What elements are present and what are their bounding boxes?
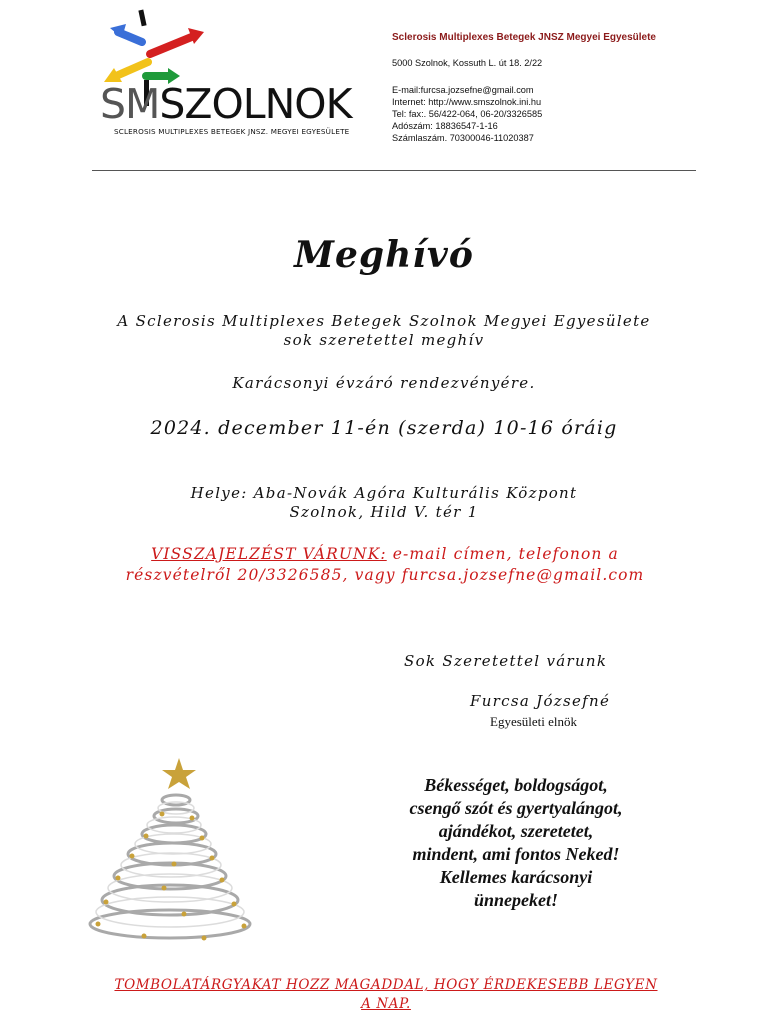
header-divider	[92, 170, 696, 171]
org-address: 5000 Szolnok, Kossuth L. út 18. 2/22	[392, 58, 543, 68]
wish-line: Békességet, boldogságot,	[424, 775, 608, 795]
christmas-wish	[366, 774, 666, 912]
wish-line: ünnepeket!	[473, 890, 558, 910]
closing-line: Sok Szeretettel várunk	[404, 652, 608, 670]
christmas-tree	[84, 754, 264, 954]
raffle-line: A NAP.	[361, 996, 411, 1012]
invitation-intro	[60, 312, 708, 350]
wish-line: csengő szót és gyertyalángot,	[409, 798, 623, 818]
intro-line: A Sclerosis Multiplexes Betegek Szolnok Megyei Egyesülete	[117, 312, 651, 330]
logo-subtitle: SCLEROSIS MULTIPLEXES BETEGEK JNSZ. MEGYEI EGYESÜLETE	[114, 127, 350, 136]
raffle-notice	[88, 976, 684, 1014]
raffle-line: TOMBOLATÁRGYAKAT HOZZ MAGADDAL, HOGY ÉRDEKESEBB LEGYEN	[114, 977, 658, 993]
signer-role: Egyesületi elnök	[490, 714, 578, 729]
rsvp-text: e-mail címen, telefonon a	[386, 545, 619, 563]
event-location	[60, 484, 708, 522]
event-name: Karácsonyi évzáró rendezvényére.	[232, 374, 536, 392]
org-name: Sclerosis Multiplexes Betegek JNSZ Megyei Egyesülete	[392, 32, 656, 43]
contact-email: E-mail:furcsa.jozsefne@gmail.com	[392, 85, 534, 95]
rsvp-notice	[100, 544, 670, 586]
wish-line: Kellemes karácsonyi	[439, 867, 593, 887]
location-line: Helye: Aba-Novák Agóra Kulturális Központ	[190, 484, 578, 502]
intro-line: sok szeretettel meghív	[283, 331, 485, 349]
contact-tax-number: Adószám: 18836547-1-16	[392, 121, 498, 131]
rsvp-lead: VISSZAJELZÉST VÁRUNK:	[151, 545, 387, 563]
contact-bank-account: Számlaszám. 70300046-11020387	[392, 133, 534, 143]
rsvp-text: részvételről 20/3326585, vagy furcsa.jozsefne@gmail.com	[125, 566, 645, 584]
signer-name: Furcsa Józsefné	[470, 692, 611, 710]
contact-block	[392, 84, 542, 144]
wish-line: mindent, ami fontos Neked!	[412, 844, 620, 864]
contact-website: Internet: http://www.smszolnok.ini.hu	[392, 97, 542, 107]
christmas-tree-icon	[84, 754, 264, 954]
logo	[98, 6, 360, 146]
location-line: Szolnok, Hild V. tér 1	[289, 503, 479, 521]
contact-phone: Tel: fax:. 56/422-064, 06-20/3326585	[392, 109, 543, 119]
page-title: Meghívó	[294, 234, 474, 276]
event-date: 2024. december 11-én (szerda) 10-16 óráig	[150, 417, 618, 439]
wish-line: ajándékot, szeretetet,	[438, 821, 594, 841]
logo-wordmark: SMSZOLNOK	[100, 80, 352, 128]
